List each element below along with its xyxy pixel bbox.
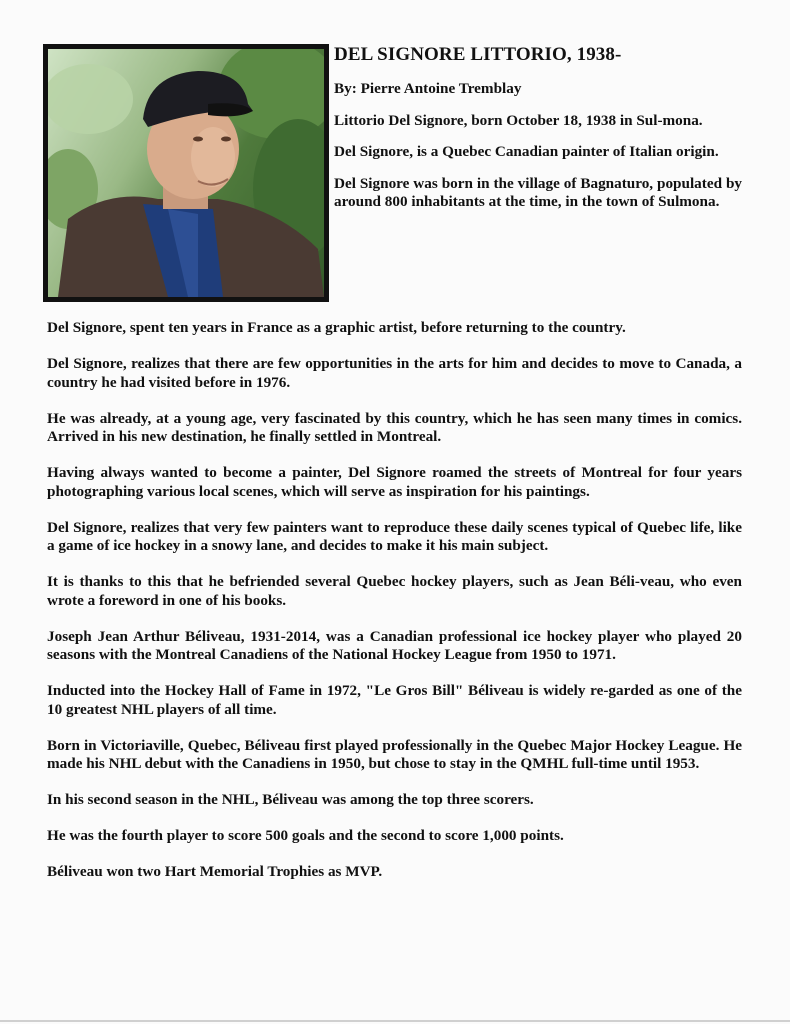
body-text [47, 319, 742, 899]
body-paragraph: He was the fourth player to score 500 goals and the second to score 1,000 points. [47, 827, 564, 844]
body-paragraph: He was already, at a young age, very fascinated by this country, which he has seen many times in comics. Arrived in his new destination, he finally settled in Montreal. [47, 409, 742, 445]
page-bottom-edge [0, 1020, 790, 1022]
body-paragraph: Joseph Jean Arthur Béliveau, 1931-2014, was a Canadian professional ice hockey player who played 20 seasons with the Montreal Canadiens of the National Hockey League from 1950 to 1971. [47, 627, 742, 663]
body-paragraph: Having always wanted to become a painter, Del Signore roamed the streets of Montreal for four years photographing various local scenes, which will serve as inspiration for his paintings. [47, 464, 742, 500]
body-paragraph: Béliveau won two Hart Memorial Trophies as MVP. [47, 863, 383, 880]
body-paragraph: Del Signore, realizes that there are few opportunities in the arts for him and decides to move to Canada, a country he had visited before in 1976. [47, 355, 742, 391]
header-column [334, 44, 742, 225]
intro-paragraph: Del Signore, is a Quebec Canadian painter of Italian origin. [334, 143, 719, 160]
intro-paragraph: Del Signore was born in the village of Bagnaturo, populated by around 800 inhabitants at the time, in the town of Sulmona. [334, 174, 742, 210]
portrait-photo-frame [43, 44, 329, 302]
document-title: DEL SIGNORE LITTORIO, 1938- [334, 44, 622, 65]
body-paragraph: Born in Victoriaville, Quebec, Béliveau first played professionally in the Quebec Major Hockey League. He made his NHL debut with the Canadiens in 1950, but chose to stay in the QMHL full-time until 1953. [47, 736, 742, 772]
intro-paragraph: Littorio Del Signore, born October 18, 1938 in Sul-mona. [334, 111, 703, 129]
body-paragraph: Del Signore, realizes that very few painters want to reproduce these daily scenes typical of Quebec life, like a game of ice hockey in a snowy lane, and decides to make it his main subject. [47, 518, 742, 554]
body-paragraph: In his second season in the NHL, Béliveau was among the top three scorers. [47, 791, 534, 808]
portrait-illustration [48, 49, 324, 297]
body-paragraph: It is thanks to this that he befriended several Quebec hockey players, such as Jean Béli-veau, who even wrote a foreword in one of his books. [47, 573, 742, 609]
portrait-photo [48, 49, 324, 297]
body-paragraph: Inducted into the Hockey Hall of Fame in 1972, "Le Gros Bill" Béliveau is widely re-garded as one of the 10 greatest NHL players of all time. [47, 682, 742, 718]
body-paragraph: Del Signore, spent ten years in France as a graphic artist, before returning to the country. [47, 319, 626, 336]
byline: By: Pierre Antoine Tremblay [334, 80, 522, 97]
